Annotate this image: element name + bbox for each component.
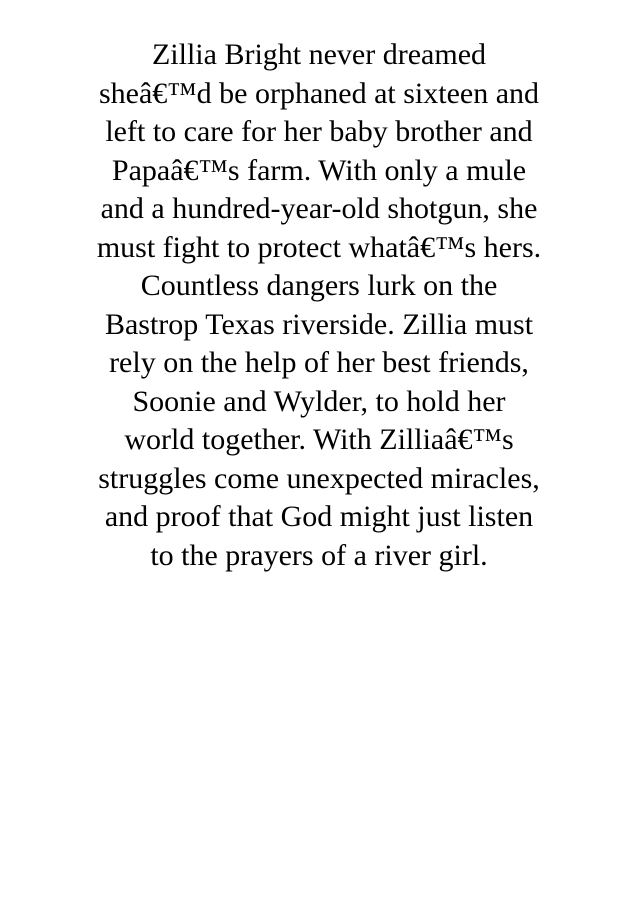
book-description-paragraph xyxy=(0,36,638,575)
text-line: struggles come unexpected miracles, xyxy=(98,461,540,495)
text-line: Papaâ€™s farm. With only a mule xyxy=(111,153,527,187)
text-line: Zillia Bright never dreamed xyxy=(151,38,487,71)
text-line: and proof that God might just listen xyxy=(104,500,534,533)
text-line: rely on the help of her best friends, xyxy=(109,346,529,379)
text-line: sheâ€™d be orphaned at sixteen and xyxy=(98,76,540,110)
text-line: Countless dangers lurk on the xyxy=(140,269,498,302)
text-line: Soonie and Wylder, to hold her xyxy=(132,384,506,418)
text-line: must fight to protect whatâ€™s hers. xyxy=(96,230,542,264)
text-line: Bastrop Texas riverside. Zillia must xyxy=(104,307,534,341)
text-line: left to care for her baby brother and xyxy=(105,115,533,148)
text-line: and a hundred-year-old shotgun, she xyxy=(100,192,538,225)
text-line: world together. With Zilliaâ€™s xyxy=(124,423,514,456)
text-line: to the prayers of a river girl. xyxy=(150,538,488,572)
